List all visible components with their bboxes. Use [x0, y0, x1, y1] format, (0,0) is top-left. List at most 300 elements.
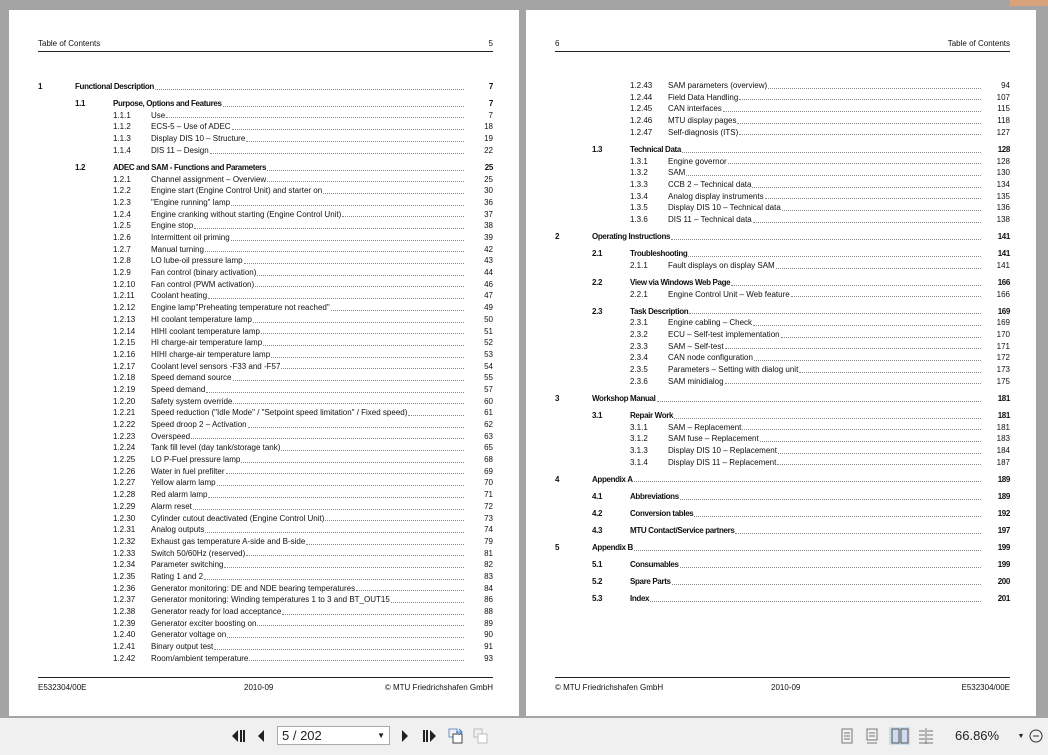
toc-entry-title: HIHI coolant temperature lamp [151, 326, 260, 336]
toc-subsection-entry[interactable] [38, 396, 493, 408]
toc-subsection-entry[interactable] [555, 376, 1010, 388]
toc-entry-title: Display DIS 11 – Replacement [668, 457, 777, 467]
toc-subsection-entry[interactable] [38, 536, 493, 548]
toc-entry-title: ECS-5 – Use of ADEC [151, 122, 231, 132]
next-page-button[interactable] [398, 727, 412, 745]
toc-subsection-entry[interactable] [555, 156, 1010, 168]
toc-entry-number: 2.2.1 [630, 289, 648, 299]
toc-subsection-entry[interactable] [38, 466, 493, 478]
toc-entry-number: 1.2.32 [113, 536, 136, 546]
toc-entry-page: 128 [996, 156, 1010, 166]
toc-subsection-entry[interactable] [38, 548, 493, 560]
dot-leader [214, 641, 464, 650]
toc-entry-page: 57 [484, 384, 493, 394]
toc-subsection-entry[interactable] [555, 167, 1010, 179]
next-view-button[interactable] [472, 727, 490, 745]
zoom-dropdown-button[interactable] [1016, 727, 1026, 745]
page-dropdown-icon[interactable]: ▼ [377, 731, 385, 740]
toc-subsection-entry[interactable] [555, 179, 1010, 191]
dot-leader [257, 267, 464, 276]
toc-subsection-entry[interactable] [38, 419, 493, 431]
toc-entry-page: 184 [996, 445, 1010, 455]
toc-entry-title-with-leader [668, 376, 982, 388]
toc-entry-title: Conversion tables [630, 508, 694, 518]
toc-entry-title: Rating 1 and 2 [151, 571, 204, 581]
dot-leader [342, 209, 464, 218]
toc-entry-title: View via Windows Web Page [630, 277, 731, 287]
toc-entry-number: 1.1.4 [113, 145, 131, 155]
toc-entry-title-with-leader [151, 489, 465, 501]
toc-entry-title: Tank fill level (day tank/storage tank) [151, 443, 281, 453]
toc-entry-number: 3.1.1 [630, 422, 648, 432]
toc-section-entry[interactable] [555, 525, 1010, 537]
toc-subsection-entry[interactable] [38, 372, 493, 384]
last-page-button[interactable] [421, 727, 439, 745]
toc-entry-page: 141 [996, 260, 1010, 270]
toc-entry-number: 1.3.6 [630, 214, 648, 224]
dot-leader [267, 162, 464, 171]
dot-leader [281, 442, 464, 451]
dot-leader [224, 559, 464, 568]
toc-entry-number: 1.2.1 [113, 174, 131, 184]
dot-leader [261, 326, 464, 335]
toc-entry-title: Purpose, Options and Features [113, 99, 222, 109]
toc-section-entry[interactable] [555, 593, 1010, 605]
toc-entry-title: Troubleshooting [630, 249, 688, 259]
toc-entry-number: 1.2.35 [113, 571, 136, 581]
toc-entry-title: DIS 11 – Design [151, 145, 209, 155]
dot-leader [753, 214, 981, 223]
dot-leader [408, 407, 464, 416]
toc-entry-number: 1.2.41 [113, 642, 136, 652]
toc-entry-title: Engine cranking without starting (Engine Control Unit) [151, 209, 342, 219]
toc-entry-number: 1.2.14 [113, 326, 136, 336]
toc-entry-title-with-leader [151, 372, 465, 384]
toc-entry-title: Engine Control Unit – Web feature [668, 289, 790, 299]
dot-leader [688, 248, 981, 257]
toc-subsection-entry[interactable] [38, 361, 493, 373]
toc-entry-title: Alarm reset [151, 501, 192, 511]
toc-subsection-entry[interactable] [38, 653, 493, 665]
toc-subsection-entry[interactable] [555, 422, 1010, 434]
toc-entry-page: 189 [997, 491, 1010, 501]
toc-entry-title-with-leader [630, 559, 982, 571]
toc-entry-page: 90 [484, 630, 493, 640]
toc-subsection-entry[interactable] [555, 317, 1010, 329]
toc-entry-title: Generator monitoring: Winding temperatures 1 to 3 and BT_OUT15 [151, 595, 390, 605]
dot-leader [155, 81, 464, 90]
dot-leader [210, 145, 464, 154]
toc-subsection-entry[interactable] [38, 244, 493, 256]
toc-entry-page: 38 [484, 221, 493, 231]
toc-subsection-entry[interactable] [38, 302, 493, 314]
toc-list [555, 80, 1010, 605]
toc-entry-number: 1.2.37 [113, 595, 136, 605]
toc-subsection-entry[interactable] [38, 197, 493, 209]
toc-entry-title: Exhaust gas temperature A-side and B-side [151, 536, 306, 546]
toc-entry-page: 93 [484, 653, 493, 663]
toc-subsection-entry[interactable] [38, 185, 493, 197]
toc-entry-title-with-leader [151, 629, 465, 641]
toc-section-entry[interactable] [555, 277, 1010, 289]
toc-entry-title: Speed droop 2 – Activation [151, 420, 247, 430]
toc-subsection-entry[interactable] [555, 352, 1010, 364]
toc-entry-number: 1.2.5 [113, 221, 131, 231]
toc-entry-title: Engine start (Engine Control Unit) and starter on [151, 186, 323, 196]
toc-entry-title: Channel assignment – Overview [151, 174, 267, 184]
toc-entry-page: 72 [484, 501, 493, 511]
toc-subsection-entry[interactable] [555, 202, 1010, 214]
toc-subsection-entry[interactable] [38, 431, 493, 443]
toc-entry-number: 1.2.23 [113, 431, 136, 441]
dot-leader [650, 593, 981, 602]
toc-entry-title-with-leader [630, 576, 982, 588]
toc-entry-title: Fault displays on display SAM [668, 260, 775, 270]
toc-entry-title: Generator exciter boosting on [151, 618, 257, 628]
toc-entry-title: Fan control (PWM activation) [151, 279, 255, 289]
zoom-level[interactable]: 66.86% [955, 728, 1000, 743]
toc-entry-title-with-leader [151, 442, 465, 454]
toc-chapter-entry[interactable] [555, 542, 1010, 554]
toc-entry-number: 1.2.42 [113, 653, 136, 663]
toc-entry-title-with-leader [151, 174, 465, 186]
toc-entry-title-with-leader [151, 349, 465, 361]
toc-entry-page: 49 [484, 303, 493, 313]
toc-entry-page: 81 [484, 548, 493, 558]
continuous-facing-view-button[interactable] [917, 727, 935, 745]
toc-entry-title: Field Data Handling [668, 92, 739, 102]
toc-entry-page: 200 [997, 577, 1010, 587]
toc-section-entry[interactable] [555, 306, 1010, 318]
toc-entry-number: 2.1 [592, 249, 603, 259]
toc-entry-number: 4 [555, 474, 560, 484]
dot-leader [674, 410, 981, 419]
toc-subsection-entry[interactable] [555, 445, 1010, 457]
toc-entry-page: 71 [484, 490, 493, 500]
toc-subsection-entry[interactable] [38, 606, 493, 618]
toc-entry-page: 136 [996, 203, 1010, 213]
toc-entry-page: 74 [484, 525, 493, 535]
toc-subsection-entry[interactable] [38, 618, 493, 630]
toc-entry-title-with-leader [151, 594, 465, 606]
toc-entry-page: 197 [997, 525, 1010, 535]
dot-leader [267, 174, 464, 183]
next-page-icon [401, 730, 409, 742]
toc-entry-title: Parameters – Setting with dialog unit [668, 365, 799, 375]
toc-entry-title-with-leader [151, 501, 465, 513]
toc-subsection-entry[interactable] [38, 290, 493, 302]
continuous-view-button[interactable] [864, 727, 880, 745]
toc-entry-number: 1.2.27 [113, 478, 136, 488]
toc-entry-number: 1.2.7 [113, 244, 131, 254]
header-page-number: 5 [488, 39, 493, 48]
toc-subsection-entry[interactable] [38, 407, 493, 419]
toc-entry-page: 166 [996, 289, 1010, 299]
dot-leader [233, 396, 464, 405]
toc-entry-page: 127 [996, 127, 1010, 137]
toc-section-entry[interactable] [555, 144, 1010, 156]
toc-entry-page: 130 [996, 168, 1010, 178]
toc-subsection-entry[interactable] [38, 209, 493, 221]
toc-subsection-entry[interactable] [38, 110, 493, 122]
toc-entry-page: 73 [484, 513, 493, 523]
toc-entry-title-with-leader [151, 384, 465, 396]
toc-entry-title: ADEC and SAM - Functions and Parameters [113, 162, 267, 172]
first-page-button[interactable] [229, 727, 247, 745]
toc-entry-number: 1.2.16 [113, 349, 136, 359]
toc-entry-title: Display DIS 10 – Replacement [668, 445, 777, 455]
toc-entry-number: 1.2.43 [630, 81, 653, 90]
toc-subsection-entry[interactable] [555, 80, 1010, 92]
toc-entry-number: 1.1.3 [113, 134, 131, 144]
toc-entry-title-with-leader [668, 433, 982, 445]
toc-subsection-entry[interactable] [38, 571, 493, 583]
toc-subsection-entry[interactable] [38, 174, 493, 186]
toc-entry-title: MTU display pages [668, 116, 737, 126]
dot-leader [737, 115, 981, 124]
toc-entry-page: 201 [997, 594, 1010, 604]
dot-leader [306, 536, 464, 545]
dot-leader [194, 220, 464, 229]
toc-entry-page: 62 [484, 420, 493, 430]
toc-entry-title: Overspeed [151, 431, 191, 441]
toc-entry-page: 189 [997, 474, 1010, 484]
toc-entry-page: 141 [997, 249, 1010, 259]
toc-entry-page: 55 [484, 373, 493, 383]
toc-entry-title: Engine stop [151, 221, 194, 231]
toc-entry-title-with-leader [151, 536, 465, 548]
toc-entry-title-with-leader [151, 185, 465, 197]
toc-entry-title-with-leader [592, 393, 982, 405]
toc-subsection-entry[interactable] [38, 145, 493, 157]
toc-entry-title-with-leader [151, 244, 465, 256]
toc-entry-page: 118 [997, 116, 1010, 126]
toc-entry-number: 1.2.12 [113, 303, 136, 313]
toc-entry-number: 2.3.4 [630, 353, 648, 363]
toc-subsection-entry[interactable] [38, 267, 493, 279]
toc-entry-title-with-leader [630, 248, 982, 260]
toc-subsection-entry[interactable] [38, 337, 493, 349]
toc-entry-title: HI coolant temperature lamp [151, 314, 252, 324]
toc-entry-number: 1.2.30 [113, 513, 136, 523]
dot-leader [205, 524, 464, 533]
toc-subsection-entry[interactable] [555, 92, 1010, 104]
dot-leader [760, 433, 981, 442]
zoom-out-icon [1029, 729, 1043, 743]
toc-entry-title: SAM minidialog [668, 376, 724, 386]
toc-subsection-entry[interactable] [555, 214, 1010, 226]
toc-entry-title-with-leader [668, 260, 982, 272]
toc-entry-number: 4.2 [592, 508, 603, 518]
toc-entry-page: 88 [484, 607, 493, 617]
toc-entry-title: Analog outputs [151, 525, 205, 535]
dot-leader [680, 491, 981, 500]
toc-subsection-entry[interactable] [555, 329, 1010, 341]
toc-subsection-entry[interactable] [38, 349, 493, 361]
dot-leader [671, 231, 981, 240]
toc-subsection-entry[interactable] [38, 232, 493, 244]
dot-leader [694, 508, 981, 517]
toc-entry-title: Room/ambient temperature [151, 653, 249, 663]
toc-subsection-entry[interactable] [38, 629, 493, 641]
toc-entry-title: CCB 2 – Technical data [668, 179, 752, 189]
toc-subsection-entry[interactable] [38, 501, 493, 513]
dot-leader [233, 372, 465, 381]
toc-subsection-entry[interactable] [38, 314, 493, 326]
toc-entry-number: 1.2.28 [113, 490, 136, 500]
single-page-view-button[interactable] [839, 727, 855, 745]
dot-leader [391, 594, 464, 603]
toc-entry-title-with-leader [151, 466, 465, 478]
toc-chapter-entry[interactable] [555, 231, 1010, 243]
toc-entry-title-with-leader [151, 606, 465, 618]
toc-subsection-entry[interactable] [38, 594, 493, 606]
toc-entry-title-with-leader [668, 167, 982, 179]
facing-pages-view-button[interactable] [889, 727, 910, 745]
toc-subsection-entry[interactable] [38, 279, 493, 291]
toc-entry-title-with-leader [668, 457, 982, 469]
toc-entry-title-with-leader [151, 407, 465, 419]
dot-leader [223, 98, 464, 107]
first-page-icon [231, 730, 245, 742]
toc-subsection-entry[interactable] [555, 364, 1010, 376]
toc-subsection-entry[interactable] [555, 289, 1010, 301]
toc-entry-page: 53 [484, 349, 493, 359]
toc-subsection-entry[interactable] [555, 457, 1010, 469]
toc-entry-number: 1.2.8 [113, 256, 131, 266]
toc-chapter-entry[interactable] [38, 81, 493, 93]
toc-entry-number: 1.2.29 [113, 501, 136, 511]
toc-subsection-entry[interactable] [555, 191, 1010, 203]
toc-subsection-entry[interactable] [555, 127, 1010, 139]
toc-section-entry[interactable] [555, 559, 1010, 571]
last-page-icon [423, 730, 437, 742]
toc-section-entry[interactable] [555, 576, 1010, 588]
toc-entry-number: 1.1.1 [113, 110, 131, 120]
dot-leader [166, 110, 464, 119]
toc-entry-number: 1.3.4 [630, 191, 648, 201]
toc-entry-title-with-leader [592, 542, 982, 554]
page-header [555, 39, 1010, 52]
toc-section-entry[interactable] [38, 162, 493, 174]
toc-chapter-entry[interactable] [555, 474, 1010, 486]
toc-subsection-entry[interactable] [38, 583, 493, 595]
dot-leader [205, 244, 464, 253]
toc-section-entry[interactable] [38, 98, 493, 110]
toc-subsection-entry[interactable] [38, 121, 493, 133]
toc-subsection-entry[interactable] [38, 477, 493, 489]
toc-section-entry[interactable] [555, 491, 1010, 503]
toc-subsection-entry[interactable] [38, 384, 493, 396]
toc-subsection-entry[interactable] [38, 442, 493, 454]
toc-entry-number: 1.2.46 [630, 116, 653, 126]
toc-subsection-entry[interactable] [38, 559, 493, 571]
toc-subsection-entry[interactable] [38, 454, 493, 466]
toc-entry-page: 173 [996, 365, 1010, 375]
dot-leader [246, 548, 464, 557]
toc-entry-title-with-leader [630, 508, 982, 520]
toc-entry-title: Cylinder cutout deactivated (Engine Control Unit) [151, 513, 325, 523]
toc-subsection-entry[interactable] [38, 133, 493, 145]
footer-doc-id: E532304/00E [38, 683, 87, 692]
toc-entry-title: Coolant level sensors -F33 and -F57 [151, 361, 281, 371]
toc-entry-number: 2.3.3 [630, 341, 648, 351]
dot-leader [193, 501, 464, 510]
toc-entry-title-with-leader [151, 396, 465, 408]
toc-entry-title-with-leader [151, 583, 465, 595]
toc-entry-page: 7 [488, 110, 493, 120]
toc-entry-title-with-leader [668, 329, 982, 341]
toc-subsection-entry[interactable] [38, 489, 493, 501]
toc-subsection-entry[interactable] [555, 341, 1010, 353]
toc-subsection-entry[interactable] [555, 260, 1010, 272]
toc-entry-title: Generator ready for load acceptance [151, 607, 282, 617]
toc-entry-number: 5.1 [592, 560, 603, 570]
toc-entry-title-with-leader [668, 103, 982, 115]
toc-section-entry[interactable] [555, 508, 1010, 520]
page-number-input[interactable] [277, 726, 390, 745]
toc-entry-number: 2.3.1 [630, 318, 648, 328]
toc-entry-number: 3 [555, 393, 560, 403]
toc-entry-title-with-leader [151, 232, 465, 244]
dot-leader [753, 317, 981, 326]
toc-entry-title-with-leader [151, 290, 465, 302]
toc-section-entry[interactable] [555, 410, 1010, 422]
toc-entry-title: Display DIS 10 – Structure [151, 134, 246, 144]
toc-subsection-entry[interactable] [555, 103, 1010, 115]
toc-subsection-entry[interactable] [38, 220, 493, 232]
zoom-out-button[interactable] [1028, 727, 1044, 745]
dot-leader [634, 542, 981, 551]
toc-entry-title: Generator monitoring: DE and NDE bearing temperatures [151, 583, 356, 593]
toc-entry-title-with-leader [151, 220, 465, 232]
toc-subsection-entry[interactable] [38, 513, 493, 525]
toc-subsection-entry[interactable] [38, 524, 493, 536]
previous-page-button[interactable] [254, 727, 268, 745]
pdf-page-5 [9, 10, 519, 716]
previous-view-button[interactable] [447, 727, 465, 745]
toc-chapter-entry[interactable] [555, 393, 1010, 405]
dot-leader [217, 477, 464, 486]
toc-entry-number: 1.2.19 [113, 384, 136, 394]
dot-leader [680, 559, 981, 568]
toc-entry-number: 1.2.39 [113, 618, 136, 628]
facing-pages-icon [891, 728, 909, 744]
toc-entry-number: 1.2.6 [113, 233, 131, 243]
toc-subsection-entry[interactable] [555, 115, 1010, 127]
toc-subsection-entry[interactable] [38, 326, 493, 338]
dot-leader [723, 103, 981, 112]
toc-entry-page: 65 [484, 443, 493, 453]
dot-leader [231, 197, 464, 206]
toc-entry-title-with-leader [668, 422, 982, 434]
toc-entry-title-with-leader [668, 191, 982, 203]
toc-entry-title-with-leader [668, 364, 982, 376]
toc-subsection-entry[interactable] [38, 641, 493, 653]
toc-entry-page: 19 [484, 134, 493, 144]
toc-section-entry[interactable] [555, 248, 1010, 260]
toc-subsection-entry[interactable] [38, 255, 493, 267]
page-footer [38, 677, 493, 695]
dot-leader [791, 289, 981, 298]
header-title: Table of Contents [38, 39, 101, 48]
toc-entry-title-with-leader [151, 326, 465, 338]
dot-leader [657, 393, 982, 402]
toc-subsection-entry[interactable] [555, 433, 1010, 445]
toc-entry-number: 1.3.5 [630, 203, 648, 213]
toc-entry-title-with-leader [151, 431, 465, 443]
toc-entry-title: Engine cabling – Check [668, 318, 753, 328]
